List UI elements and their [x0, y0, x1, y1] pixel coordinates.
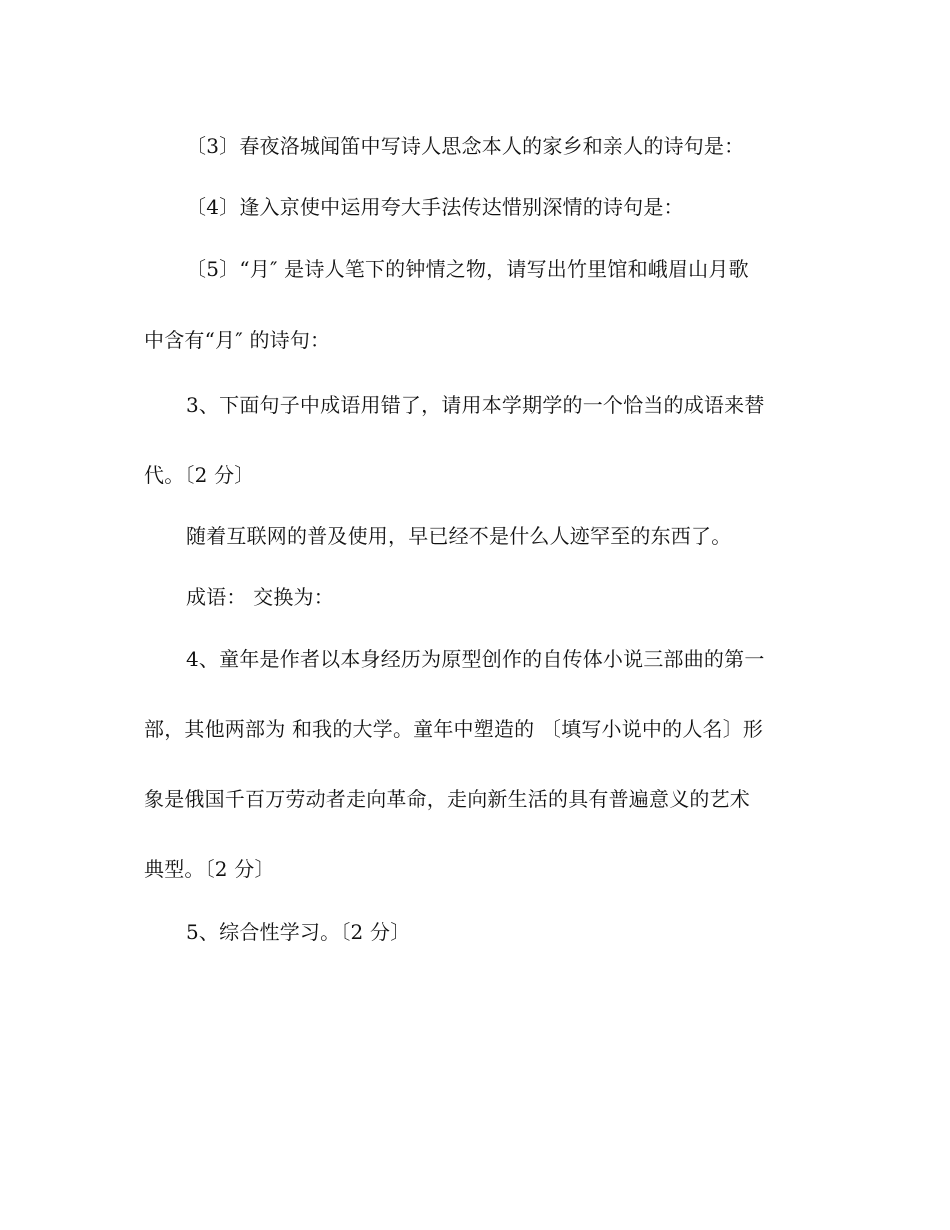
question-3-line-1: 3、下面句子中成语用错了，请用本学期学的一个恰当的成语来替	[186, 393, 765, 417]
question-3-answer-line: 成语： 交换为：	[186, 585, 334, 609]
question-3-sub-4: 〔4〕逢入京使中运用夸大手法传达惜别深情的诗句是：	[186, 195, 684, 219]
question-3-sub-5-line-1: 〔5〕“月″ 是诗人笔下的钟情之物，请写出竹里馆和峨眉山月歌	[186, 257, 749, 281]
question-3-line-2: 代。〔2 分〕	[144, 463, 255, 487]
question-4-line-4: 典型。〔2 分〕	[144, 857, 275, 881]
question-4-line-1: 4、童年是作者以本身经历为原型创作的自传体小说三部曲的第一	[186, 647, 765, 671]
question-3-sub-3: 〔3〕春夜洛城闻笛中写诗人思念本人的家乡和亲人的诗句是：	[186, 134, 745, 158]
question-5: 5、综合性学习。〔2 分〕	[186, 920, 411, 944]
question-3-sentence: 随着互联网的普及使用，早已经不是什么人迹罕至的东西了。	[186, 524, 732, 548]
question-4-line-3: 象是俄国千百万劳动者走向革命，走向新生活的具有普遍意义的艺术	[144, 787, 750, 811]
question-4-line-2: 部，其他两部为 和我的大学。童年中塑造的 〔填写小说中的人名〕形	[144, 717, 764, 741]
question-3-sub-5-line-2: 中含有“月″ 的诗句：	[144, 328, 331, 352]
